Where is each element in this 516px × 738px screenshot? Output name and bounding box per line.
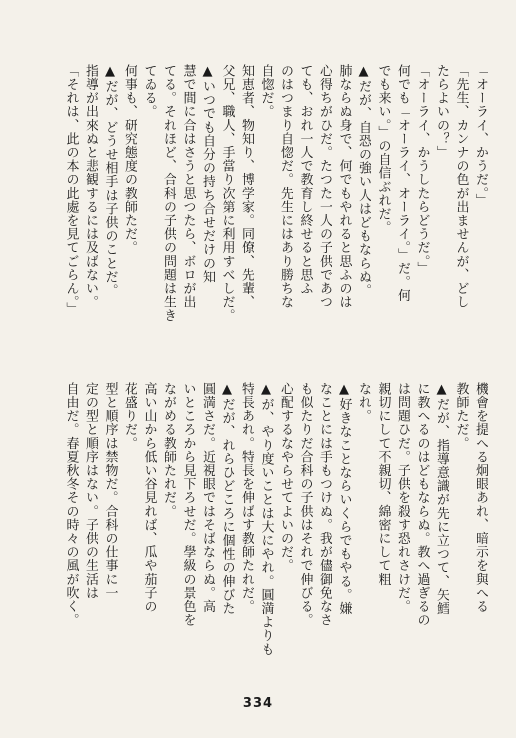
text-column: 機會を提へる炯眼あれ、暗示を與へる <box>473 382 488 614</box>
text-column: 親切にして不親切、綿密にして粗 <box>375 382 391 586</box>
text-column: 指導が出來ぬと悲観するには及ばない。 <box>83 64 98 309</box>
text-column: 高い山から低い谷見れば、瓜や茄子の <box>141 382 157 614</box>
text-column: 父兄、職人、手當り次第に利用すべしだ。 <box>219 64 235 323</box>
text-column: ても、おれ一人で教育し終せると思ふ <box>297 64 313 296</box>
text-column: 花盛りだ。 <box>122 382 137 450</box>
text-column: いところから見下ろせだ。學級の景色を <box>180 382 196 627</box>
text-column: 知恵者、物知り、博学家。同僚、先輩、 <box>239 64 254 309</box>
text-column: は問題ひだ。子供を殺す恐れさけだ。 <box>395 382 410 614</box>
text-column: たらよいの？」 <box>434 64 449 160</box>
text-column: てゐる。 <box>141 64 157 119</box>
text-column: ▲が、やり度いことは大にやれ。圓満よりも <box>258 382 274 656</box>
text-column: 何でも「オーライ、オーライ。」だ。何 <box>395 64 410 303</box>
text-column: 自由だ。春夏秋冬その時々の風が吹く。 <box>63 382 79 627</box>
text-column: 型と順序は禁物だ。合科の仕事に一 <box>102 382 118 600</box>
text-column: 特長あれ。特長を伸ばす教師たれだ。 <box>239 382 254 614</box>
text-column: 心得ちがひだ。たつた一人の子供であつ <box>317 64 332 309</box>
text-column: でも来い。」の自信ぶれだ。 <box>375 64 391 235</box>
text-column: 心配するなやらせてよいのだ。 <box>278 382 293 573</box>
text-column: なことには手もつけぬ。我が儘御免なさ <box>317 382 332 627</box>
page-number: 334 <box>242 696 274 711</box>
text-column: 「オーライ、かうだ。」 <box>473 64 488 208</box>
text-column: 何事も、研究態度の教師ただ。 <box>122 64 137 255</box>
text-column: 「それは、此の本の此處を見てごらん。」 <box>63 64 79 316</box>
text-column: てる。それほど、合科の子供の問題は生き <box>161 64 176 323</box>
text-column: なれ。 <box>356 382 371 423</box>
text-column: 「オーライ、かうしたらどうだ。」 <box>414 64 430 276</box>
text-column: ▲いつでも自分の持ち合せだけの知 <box>200 64 215 284</box>
text-column: 圓満さだ。近視眼ではそばならぬ。高 <box>200 382 215 614</box>
text-column: ▲好きなことならいくらでもやる。嫌 <box>336 382 352 616</box>
text-column: のはつまり自惚だ。先生にはあり勝ちな <box>278 64 293 309</box>
text-column: 慧で間に合はさうと思つたら、ボロが出 <box>180 64 196 309</box>
text-column: に教へるのはどもならぬ。教へ過ぎるの <box>414 382 430 627</box>
lower-text-block <box>16 382 488 676</box>
text-column: 定の型と順序はない。子供の生活は <box>83 382 98 600</box>
text-column: 自惚だ。 <box>258 64 274 119</box>
upper-text-block <box>16 64 488 364</box>
text-column: ▲だが、自恐の強い人はどもならぬ。 <box>356 64 371 298</box>
text-column: ▲だが、れらひどころに個性の伸びた <box>219 382 235 616</box>
text-column: 「先生、カンナの色が出ませんが、どし <box>453 64 469 309</box>
text-column: ながめる教師たれだ。 <box>161 382 176 518</box>
text-column: 肺ならぬ身で、何でもやれると思ふのは <box>336 64 352 309</box>
text-column: ▲だが、どうせ相手は子供のことだ。 <box>102 64 118 298</box>
text-column: ▲だが、指導意識が先に立つて、矢鱈 <box>434 382 449 616</box>
text-column: 教師ただ。 <box>453 382 469 450</box>
text-column: も似たりだ合科の子供はそれで伸びる。 <box>297 382 313 627</box>
